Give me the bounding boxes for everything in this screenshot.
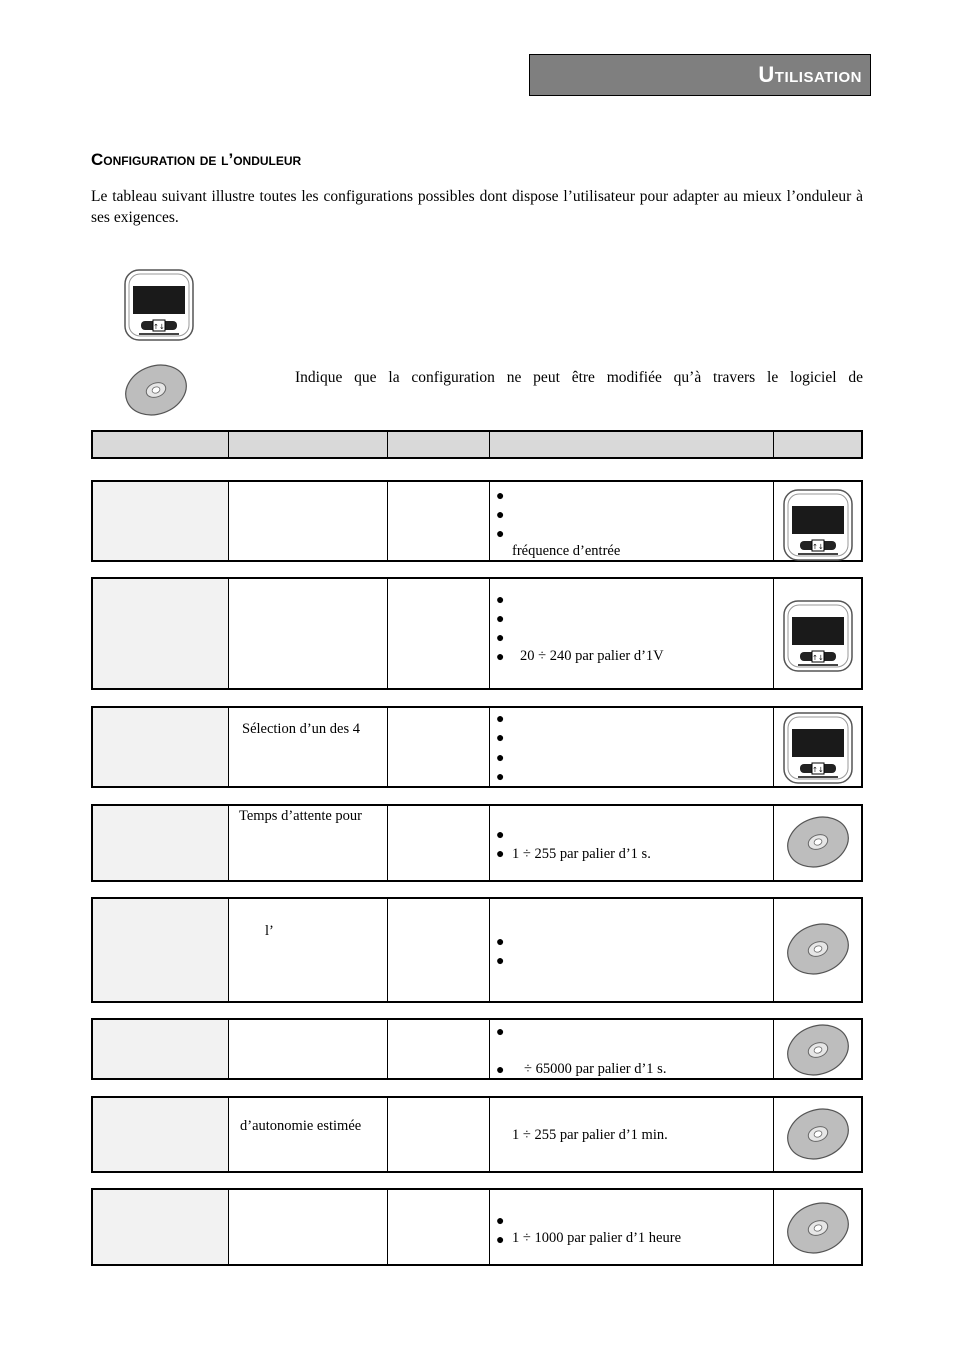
lcd-panel-icon — [782, 488, 856, 564]
options-text: 20 ÷ 240 par palier d’1V — [520, 648, 664, 664]
cd-disc-icon — [786, 1024, 852, 1078]
description-text: Sélection d’un des 4 — [242, 721, 360, 737]
options-text: 1 ÷ 255 par palier d’1 s. — [512, 846, 651, 862]
cd-disc-icon — [786, 923, 852, 977]
section-title: Configuration de l’onduleur — [91, 150, 302, 169]
table-row: ● ● ÷ 65000 par palier d’1 s. — [91, 1018, 863, 1080]
intro-paragraph: Le tableau suivant illustre toutes les configurations possibles dont dispose l’utilisateur pour adapter au mieux l’onduleur à ses exigences. — [91, 188, 863, 226]
table-row: ● ● ● ● 20 ÷ 240 par palier d’1V — [91, 577, 863, 690]
table-row: l’ ● ● — [91, 897, 863, 1003]
section-header-label: Utilisation — [758, 62, 862, 87]
table-row: Temps d’attente pour ● ● 1 ÷ 255 par palier d’1 s. — [91, 804, 863, 882]
legend-software-text: Indique que la configuration ne peut être modifiée qu’à travers le logiciel de — [295, 369, 863, 386]
table-row: ● ● 1 ÷ 1000 par palier d’1 heure — [91, 1188, 863, 1266]
cd-disc-icon — [786, 816, 852, 870]
cd-disc-icon — [786, 1108, 852, 1162]
table-row: Sélection d’un des 4 ● ● ● ● — [91, 706, 863, 788]
lcd-panel-icon — [782, 711, 856, 787]
cd-disc-icon — [786, 1202, 852, 1256]
description-text: l’ — [265, 923, 274, 939]
options-text: ÷ 65000 par palier d’1 s. — [524, 1061, 667, 1077]
description-text: Temps d’attente pour — [239, 808, 363, 824]
options-text: 1 ÷ 1000 par palier d’1 heure — [512, 1230, 682, 1246]
section-header — [529, 54, 871, 96]
options-text: 1 ÷ 255 par palier d’1 min. — [512, 1127, 668, 1143]
table-header — [91, 430, 863, 459]
cd-disc-icon — [124, 364, 190, 418]
lcd-panel-icon — [123, 268, 197, 344]
description-text: d’autonomie estimée — [240, 1118, 362, 1134]
table-row: ● ● ● fréquence d’entrée — [91, 480, 863, 562]
options-text: fréquence d’entrée — [512, 543, 621, 559]
table-row — [91, 1096, 863, 1173]
lcd-panel-icon — [782, 599, 856, 675]
